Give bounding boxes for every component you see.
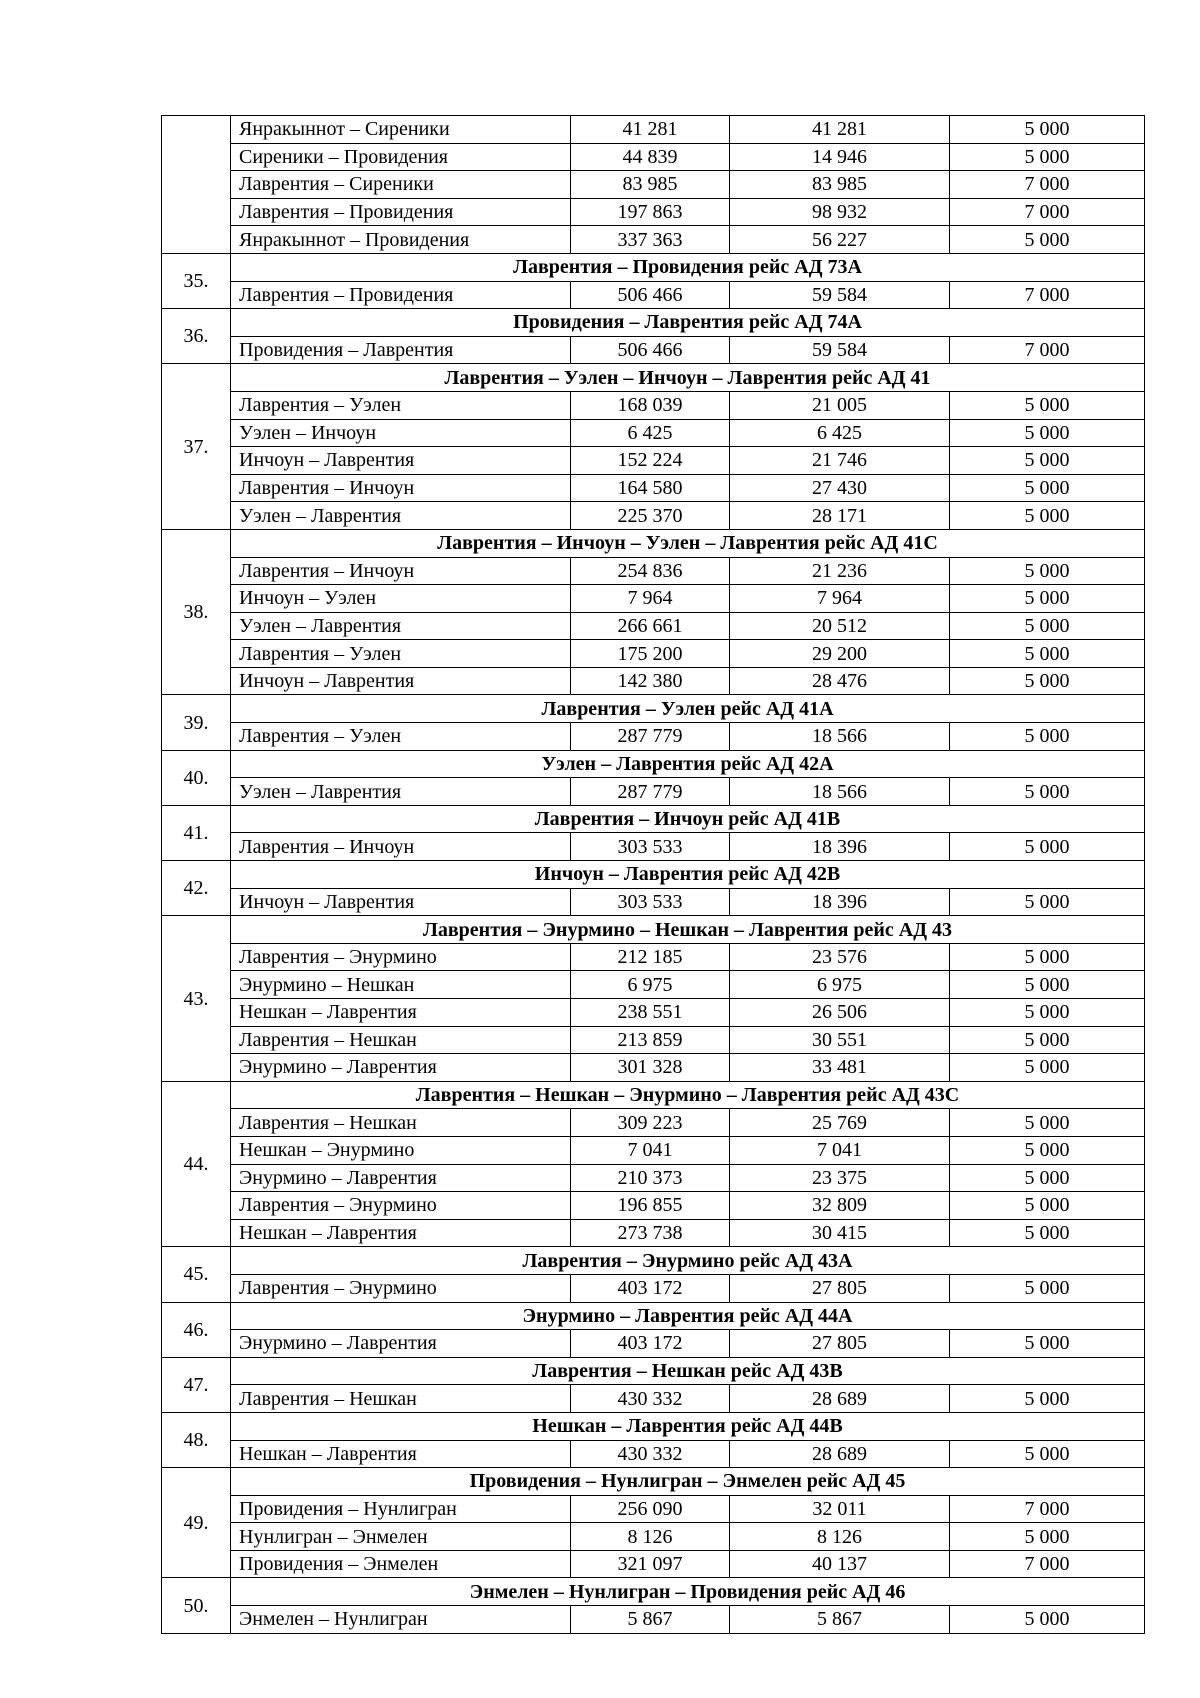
value-1: 430 332 [571,1440,730,1468]
value-2: 56 227 [730,226,950,254]
table-row [162,143,1145,171]
value-1: 197 863 [571,198,730,226]
value-2: 23 375 [730,1164,950,1192]
value-2: 98 932 [730,198,950,226]
value-2: 33 481 [730,1054,950,1082]
flight-title: Лаврентия – Энурмино – Нешкан – Лаврентия рейс АД 43 [231,916,1145,944]
value-2: 28 476 [730,667,950,695]
flight-title: Уэлен – Лаврентия рейс АД 42А [231,750,1145,778]
value-3: 5 000 [950,1385,1145,1413]
route-name: Лаврентия – Уэлен [231,723,571,751]
value-1: 337 363 [571,226,730,254]
flight-title: Энурмино – Лаврентия рейс АД 44А [231,1302,1145,1330]
group-number: 50. [162,1578,231,1633]
table-row [162,833,1145,861]
value-3: 5 000 [950,502,1145,530]
value-2: 30 551 [730,1026,950,1054]
value-3: 5 000 [950,1054,1145,1082]
route-name: Лаврентия – Инчоун [231,833,571,861]
value-3: 5 000 [950,1274,1145,1302]
value-3: 5 000 [950,1440,1145,1468]
value-2: 7 964 [730,585,950,613]
route-name: Нешкан – Лаврентия [231,1440,571,1468]
table-row [162,888,1145,916]
value-2: 27 805 [730,1274,950,1302]
value-1: 83 985 [571,171,730,199]
value-2: 25 769 [730,1109,950,1137]
group-number [162,116,231,254]
table-row [162,1330,1145,1358]
value-2: 18 396 [730,888,950,916]
value-3: 5 000 [950,1192,1145,1220]
value-2: 14 946 [730,143,950,171]
route-name: Энурмино – Лаврентия [231,1164,571,1192]
route-name: Лаврентия – Нешкан [231,1026,571,1054]
route-name: Провидения – Энмелен [231,1550,571,1578]
group-number: 39. [162,695,231,750]
table-row [162,419,1145,447]
value-2: 27 430 [730,474,950,502]
route-name: Лаврентия – Нешкан [231,1385,571,1413]
route-name: Лаврентия – Энурмино [231,1192,571,1220]
route-name: Нешкан – Лаврентия [231,999,571,1027]
group-title-row [162,364,1145,392]
table-row [162,1054,1145,1082]
value-2: 29 200 [730,640,950,668]
route-name: Уэлен – Лаврентия [231,612,571,640]
route-name: Провидения – Нунлигран [231,1495,571,1523]
value-1: 303 533 [571,833,730,861]
value-3: 5 000 [950,474,1145,502]
group-number: 38. [162,529,231,695]
flight-title: Нешкан – Лаврентия рейс АД 44В [231,1412,1145,1440]
table-row [162,999,1145,1027]
route-name: Лаврентия – Сиреники [231,171,571,199]
group-title-row [162,1412,1145,1440]
route-name: Лаврентия – Нешкан [231,1109,571,1137]
value-2: 27 805 [730,1330,950,1358]
flight-title: Лаврентия – Нешкан рейс АД 43В [231,1357,1145,1385]
route-name: Янракыннот – Провидения [231,226,571,254]
route-name: Лаврентия – Провидения [231,281,571,309]
route-name: Нешкан – Лаврентия [231,1219,571,1247]
value-2: 18 566 [730,778,950,806]
value-3: 7 000 [950,171,1145,199]
value-2: 32 809 [730,1192,950,1220]
table-row [162,778,1145,806]
table-row [162,1495,1145,1523]
flight-title: Провидения – Нунлигран – Энмелен рейс АД 45 [231,1468,1145,1496]
table-row [162,557,1145,585]
group-title-row [162,1302,1145,1330]
group-title-row [162,1081,1145,1109]
table-row [162,171,1145,199]
value-3: 5 000 [950,640,1145,668]
value-2: 59 584 [730,281,950,309]
value-1: 168 039 [571,391,730,419]
table-row [162,1219,1145,1247]
group-number: 45. [162,1247,231,1302]
value-2: 30 415 [730,1219,950,1247]
table-row [162,1550,1145,1578]
value-3: 5 000 [950,116,1145,144]
group-title-row [162,1468,1145,1496]
table-row [162,391,1145,419]
value-3: 5 000 [950,391,1145,419]
value-3: 5 000 [950,1164,1145,1192]
value-1: 430 332 [571,1385,730,1413]
value-3: 5 000 [950,1523,1145,1551]
value-1: 196 855 [571,1192,730,1220]
table-row [162,585,1145,613]
table-row [162,1164,1145,1192]
value-2: 18 396 [730,833,950,861]
value-1: 44 839 [571,143,730,171]
table-row [162,474,1145,502]
value-2: 6 425 [730,419,950,447]
value-2: 18 566 [730,723,950,751]
group-title-row [162,916,1145,944]
value-2: 8 126 [730,1523,950,1551]
route-name: Энурмино – Нешкан [231,971,571,999]
table-row [162,943,1145,971]
route-name: Инчоун – Лаврентия [231,447,571,475]
value-3: 7 000 [950,281,1145,309]
value-3: 5 000 [950,971,1145,999]
group-number: 42. [162,861,231,916]
value-2: 40 137 [730,1550,950,1578]
value-3: 5 000 [950,419,1145,447]
value-1: 41 281 [571,116,730,144]
table-row [162,1606,1145,1634]
flight-title: Инчоун – Лаврентия рейс АД 42В [231,861,1145,889]
value-1: 6 425 [571,419,730,447]
value-1: 6 975 [571,971,730,999]
route-name: Лаврентия – Энурмино [231,1274,571,1302]
value-1: 152 224 [571,447,730,475]
value-1: 256 090 [571,1495,730,1523]
value-1: 164 580 [571,474,730,502]
group-number: 47. [162,1357,231,1412]
value-3: 5 000 [950,585,1145,613]
value-3: 5 000 [950,612,1145,640]
value-3: 5 000 [950,1606,1145,1634]
value-3: 5 000 [950,1330,1145,1358]
value-2: 6 975 [730,971,950,999]
value-1: 301 328 [571,1054,730,1082]
value-1: 142 380 [571,667,730,695]
route-name: Лаврентия – Энурмино [231,943,571,971]
value-2: 21 746 [730,447,950,475]
value-1: 273 738 [571,1219,730,1247]
value-1: 8 126 [571,1523,730,1551]
group-number: 40. [162,750,231,805]
group-number: 36. [162,309,231,364]
group-number: 49. [162,1468,231,1578]
value-2: 41 281 [730,116,950,144]
value-2: 32 011 [730,1495,950,1523]
group-title-row [162,750,1145,778]
value-3: 5 000 [950,999,1145,1027]
value-2: 28 689 [730,1440,950,1468]
table-row [162,1440,1145,1468]
route-name: Уэлен – Инчоун [231,419,571,447]
route-name: Лаврентия – Инчоун [231,474,571,502]
value-1: 212 185 [571,943,730,971]
route-name: Сиреники – Провидения [231,143,571,171]
value-1: 309 223 [571,1109,730,1137]
table-row [162,1109,1145,1137]
group-number: 46. [162,1302,231,1357]
table-row [162,226,1145,254]
group-number: 37. [162,364,231,530]
value-3: 5 000 [950,723,1145,751]
value-1: 506 466 [571,336,730,364]
group-title-row [162,309,1145,337]
value-3: 5 000 [950,1026,1145,1054]
flight-title: Лаврентия – Нешкан – Энурмино – Лаврентия рейс АД 43С [231,1081,1145,1109]
route-name: Лаврентия – Инчоун [231,557,571,585]
value-1: 238 551 [571,999,730,1027]
value-1: 287 779 [571,723,730,751]
route-name: Нешкан – Энурмино [231,1136,571,1164]
value-1: 506 466 [571,281,730,309]
table-row [162,1523,1145,1551]
group-title-row [162,1247,1145,1275]
route-name: Лаврентия – Уэлен [231,640,571,668]
group-title-row [162,1578,1145,1606]
table-row [162,281,1145,309]
route-name: Лаврентия – Провидения [231,198,571,226]
table-row [162,447,1145,475]
table-row [162,971,1145,999]
value-1: 7 964 [571,585,730,613]
value-1: 403 172 [571,1330,730,1358]
route-name: Энурмино – Лаврентия [231,1054,571,1082]
group-title-row [162,861,1145,889]
value-2: 59 584 [730,336,950,364]
value-3: 7 000 [950,198,1145,226]
value-3: 5 000 [950,833,1145,861]
value-1: 213 859 [571,1026,730,1054]
group-title-row [162,529,1145,557]
table-row [162,502,1145,530]
flight-title: Лаврентия – Уэлен рейс АД 41А [231,695,1145,723]
value-3: 5 000 [950,943,1145,971]
value-1: 266 661 [571,612,730,640]
route-name: Нунлигран – Энмелен [231,1523,571,1551]
value-1: 254 836 [571,557,730,585]
group-title-row [162,695,1145,723]
value-2: 20 512 [730,612,950,640]
route-name: Уэлен – Лаврентия [231,502,571,530]
group-number: 48. [162,1412,231,1467]
table-row [162,723,1145,751]
value-1: 175 200 [571,640,730,668]
flight-title: Лаврентия – Провидения рейс АД 73А [231,253,1145,281]
flight-title: Лаврентия – Инчоун рейс АД 41В [231,805,1145,833]
value-3: 5 000 [950,143,1145,171]
value-3: 5 000 [950,1219,1145,1247]
value-2: 21 236 [730,557,950,585]
flight-title: Энмелен – Нунлигран – Провидения рейс АД 46 [231,1578,1145,1606]
value-3: 5 000 [950,447,1145,475]
table-row [162,1192,1145,1220]
value-3: 7 000 [950,1495,1145,1523]
value-1: 321 097 [571,1550,730,1578]
table-row [162,116,1145,144]
table-row [162,612,1145,640]
value-1: 303 533 [571,888,730,916]
tariff-table [161,115,1145,1634]
table-row [162,1136,1145,1164]
group-number: 35. [162,253,231,308]
value-3: 5 000 [950,226,1145,254]
value-2: 7 041 [730,1136,950,1164]
table-row [162,1026,1145,1054]
table-row [162,640,1145,668]
table-row [162,1274,1145,1302]
table-row [162,1385,1145,1413]
value-3: 5 000 [950,1109,1145,1137]
group-number: 43. [162,916,231,1082]
value-1: 7 041 [571,1136,730,1164]
group-title-row [162,1357,1145,1385]
value-3: 7 000 [950,336,1145,364]
value-2: 23 576 [730,943,950,971]
value-2: 28 171 [730,502,950,530]
value-1: 5 867 [571,1606,730,1634]
value-1: 287 779 [571,778,730,806]
value-2: 5 867 [730,1606,950,1634]
value-1: 225 370 [571,502,730,530]
value-1: 403 172 [571,1274,730,1302]
flight-title: Провидения – Лаврентия рейс АД 74А [231,309,1145,337]
route-name: Уэлен – Лаврентия [231,778,571,806]
group-number: 41. [162,805,231,860]
value-1: 210 373 [571,1164,730,1192]
value-3: 7 000 [950,1550,1145,1578]
flight-title: Лаврентия – Уэлен – Инчоун – Лаврентия рейс АД 41 [231,364,1145,392]
flight-title: Лаврентия – Энурмино рейс АД 43А [231,1247,1145,1275]
flight-title: Лаврентия – Инчоун – Уэлен – Лаврентия рейс АД 41С [231,529,1145,557]
group-title-row [162,253,1145,281]
value-3: 5 000 [950,557,1145,585]
table-row [162,198,1145,226]
route-name: Провидения – Лаврентия [231,336,571,364]
value-3: 5 000 [950,667,1145,695]
value-2: 26 506 [730,999,950,1027]
route-name: Энурмино – Лаврентия [231,1330,571,1358]
route-name: Инчоун – Лаврентия [231,667,571,695]
table-row [162,667,1145,695]
route-name: Инчоун – Лаврентия [231,888,571,916]
group-title-row [162,805,1145,833]
route-name: Лаврентия – Уэлен [231,391,571,419]
value-3: 5 000 [950,888,1145,916]
route-name: Янракыннот – Сиреники [231,116,571,144]
table-row [162,336,1145,364]
route-name: Инчоун – Уэлен [231,585,571,613]
value-2: 83 985 [730,171,950,199]
value-3: 5 000 [950,1136,1145,1164]
route-name: Энмелен – Нунлигран [231,1606,571,1634]
value-2: 21 005 [730,391,950,419]
group-number: 44. [162,1081,231,1247]
tariff-table-body [162,116,1145,1634]
value-2: 28 689 [730,1385,950,1413]
value-3: 5 000 [950,778,1145,806]
